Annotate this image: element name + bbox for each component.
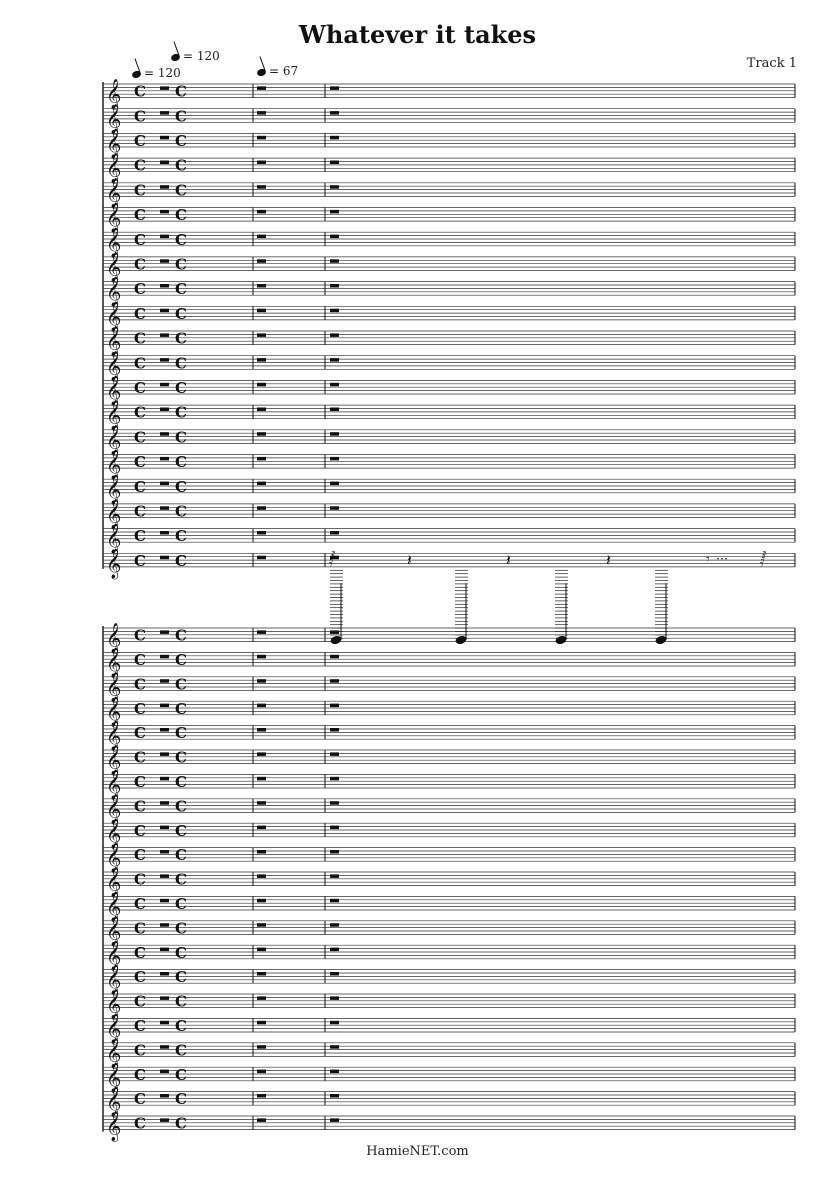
whole-rest-icon [160, 1045, 169, 1049]
treble-clef-icon: 𝄞 [106, 153, 122, 184]
time-signature: C [175, 403, 187, 422]
whole-rest-icon [160, 874, 169, 878]
whole-rest-icon [160, 161, 169, 165]
whole-rest-icon [257, 531, 266, 535]
whole-rest-icon [330, 972, 339, 976]
whole-rest-icon [257, 457, 266, 461]
whole-rest-icon [257, 556, 266, 560]
time-signature: C [134, 527, 146, 546]
whole-rest-icon [330, 185, 339, 189]
whole-rest-icon [330, 923, 339, 927]
time-signature: C [134, 255, 146, 274]
whole-rest-icon [160, 136, 169, 140]
whole-rest-icon [160, 1118, 169, 1122]
whole-rest-icon [330, 1045, 339, 1049]
whole-rest-icon [330, 996, 339, 1000]
time-signature: C [134, 1065, 146, 1084]
whole-rest-icon [257, 752, 266, 756]
whole-rest-icon [330, 630, 339, 634]
treble-clef-icon: 𝄞 [106, 892, 122, 922]
eighth-rest-icon: 𝄾 [706, 551, 710, 568]
whole-rest-icon [257, 284, 266, 288]
treble-clef-icon: 𝄞 [106, 301, 122, 332]
time-signature: C [175, 724, 187, 743]
treble-clef-icon: 𝄞 [106, 104, 122, 135]
time-signature: C [175, 156, 187, 175]
treble-clef-icon: 𝄞 [106, 227, 122, 258]
whole-rest-icon [257, 86, 266, 90]
time-signature: C [175, 821, 187, 840]
treble-clef-icon: 𝄞 [106, 794, 122, 825]
time-signature: C [175, 107, 187, 126]
tempo-mark-3: = 67 [257, 64, 298, 78]
whole-rest-icon [160, 185, 169, 189]
treble-clef-icon: 𝄞 [106, 450, 122, 481]
whole-rest-icon [330, 801, 339, 805]
whole-rest-icon [160, 235, 169, 239]
whole-rest-icon [257, 826, 266, 830]
whole-rest-icon [160, 86, 169, 90]
time-signature: C [175, 255, 187, 274]
time-signature: C [175, 1041, 187, 1060]
whole-rest-icon [160, 408, 169, 412]
time-signature: C [134, 870, 146, 889]
whole-rest-icon [257, 235, 266, 239]
whole-rest-icon [330, 704, 339, 708]
time-signature: C [175, 1065, 187, 1084]
time-signature: C [134, 230, 146, 249]
treble-clef-icon: 𝄞 [106, 326, 122, 357]
whole-rest-icon [160, 996, 169, 1000]
whole-rest-icon [160, 482, 169, 486]
time-signature: C [134, 1017, 146, 1035]
time-signature: C [134, 675, 146, 694]
time-signature: C [134, 329, 146, 348]
time-signature: C [175, 181, 187, 200]
whole-rest-icon [257, 1045, 266, 1049]
whole-rest-icon [257, 333, 266, 337]
whole-rest-icon [160, 704, 169, 708]
treble-clef-icon: 𝄞 [106, 400, 122, 431]
time-signature: C [175, 675, 187, 694]
whole-rest-icon [257, 358, 266, 362]
whole-rest-icon [330, 432, 339, 436]
whole-rest-icon [257, 259, 266, 263]
whole-rest-icon [330, 948, 339, 952]
whole-rest-icon [160, 1021, 169, 1025]
time-signature: C [175, 870, 187, 889]
treble-clef-icon: 𝄞 [106, 818, 122, 849]
treble-clef-icon: 𝄞 [106, 721, 122, 752]
time-signature: C [134, 724, 146, 743]
treble-clef-icon: 𝄞 [106, 940, 122, 971]
time-signature: C [175, 919, 187, 938]
treble-clef-icon: 𝄞 [106, 1087, 122, 1118]
treble-clef-icon: 𝄞 [106, 672, 122, 703]
time-signature: C [175, 502, 187, 521]
whole-rest-icon [257, 923, 266, 927]
whole-rest-icon [160, 556, 169, 560]
time-signature: C [175, 846, 187, 865]
time-signature: C [134, 651, 146, 669]
score-title: Whatever it takes [298, 20, 537, 49]
whole-rest-icon [330, 259, 339, 263]
small-rest-icon: 𝅂 [760, 551, 767, 568]
time-signature: C [134, 968, 146, 987]
tempo-mark-1: = 120 [132, 66, 181, 80]
tempo-mark-2: = 120 [171, 49, 220, 63]
small-rest-icon: 𝅂 [329, 551, 336, 568]
time-signature: C [134, 846, 146, 865]
time-signature: C [134, 280, 146, 299]
whole-rest-icon [160, 948, 169, 952]
instrument-name: Track 1 [746, 56, 797, 71]
whole-rest-icon [330, 235, 339, 239]
whole-rest-icon [330, 482, 339, 486]
whole-rest-icon [330, 752, 339, 756]
time-signature: C [134, 797, 146, 816]
treble-clef-icon: 𝄞 [106, 770, 122, 800]
treble-clef-icon: 𝄞 [106, 745, 122, 776]
time-signature: C [175, 132, 187, 150]
whole-rest-icon [330, 1070, 339, 1074]
time-signature: C [175, 379, 187, 397]
whole-rest-icon [330, 874, 339, 878]
time-signature: C [134, 748, 146, 767]
whole-rest-icon [330, 728, 339, 732]
whole-rest-icon [257, 655, 266, 659]
treble-clef-icon: 𝄞 [106, 425, 122, 456]
whole-rest-icon [160, 309, 169, 313]
treble-clef-icon: 𝄞 [106, 989, 122, 1020]
time-signature: C [134, 919, 146, 938]
time-signature: C [175, 551, 187, 570]
whole-rest-icon [160, 850, 169, 854]
whole-rest-icon [160, 284, 169, 288]
time-signature: C [175, 453, 187, 472]
whole-rest-icon [257, 1070, 266, 1074]
treble-clef-icon: 𝄞 [106, 843, 122, 874]
time-signature: C [134, 107, 146, 126]
treble-clef-icon: 𝄞 [106, 867, 122, 898]
treble-clef-icon: 𝄞 [106, 178, 122, 209]
whole-rest-icon [160, 210, 169, 214]
treble-clef-icon: 𝄞 [106, 623, 122, 654]
treble-clef-icon: 𝄞 [106, 351, 122, 382]
quarter-rest-icon: 𝄽 [606, 550, 611, 570]
time-signature: C [134, 895, 146, 913]
whole-rest-icon [160, 1070, 169, 1074]
whole-rest-icon [330, 655, 339, 659]
whole-rest-icon [257, 728, 266, 732]
whole-rest-icon [160, 777, 169, 781]
time-signature: C [175, 943, 187, 962]
treble-clef-icon: 𝄞 [106, 474, 122, 505]
time-signature: C [175, 748, 187, 767]
whole-rest-icon [160, 506, 169, 510]
whole-rest-icon [257, 777, 266, 781]
treble-clef-icon: 𝄞 [106, 252, 122, 283]
whole-rest-icon [257, 679, 266, 683]
whole-rest-icon [330, 1118, 339, 1122]
whole-rest-icon [330, 309, 339, 313]
whole-rest-icon [330, 111, 339, 115]
treble-clef-icon: 𝄞 [106, 524, 122, 555]
time-signature: C [175, 329, 187, 348]
time-signature: C [175, 797, 187, 816]
whole-rest-icon [330, 826, 339, 830]
whole-rest-icon [160, 655, 169, 659]
whole-rest-icon [330, 1021, 339, 1025]
time-signature: C [134, 403, 146, 422]
time-signature: C [134, 477, 146, 496]
time-signature: C [175, 280, 187, 299]
time-signature: C [134, 304, 146, 323]
whole-rest-icon [160, 728, 169, 732]
whole-rest-icon [257, 850, 266, 854]
whole-rest-icon [330, 358, 339, 362]
whole-rest-icon [257, 874, 266, 878]
quarter-rest-icon: 𝄽 [506, 550, 511, 570]
whole-rest-icon [257, 210, 266, 214]
time-signature: C [134, 1114, 146, 1133]
whole-rest-icon [160, 111, 169, 115]
treble-clef-icon: 𝄞 [106, 1038, 122, 1069]
treble-clef-icon: 𝄞 [106, 129, 122, 159]
treble-clef-icon: 𝄞 [106, 696, 122, 727]
whole-rest-icon [160, 801, 169, 805]
quarter-rest-icon: 𝄽 [407, 550, 412, 570]
whole-rest-icon [257, 161, 266, 165]
time-signature: C [134, 821, 146, 840]
whole-rest-icon [257, 185, 266, 189]
whole-rest-icon [330, 284, 339, 288]
whole-rest-icon [160, 457, 169, 461]
whole-rest-icon [160, 679, 169, 683]
whole-rest-icon [257, 506, 266, 510]
footer-credit: HamieNET.com [366, 1144, 469, 1159]
whole-rest-icon [160, 531, 169, 535]
whole-rest-icon [160, 826, 169, 830]
time-signature: C [175, 82, 187, 101]
whole-rest-icon [257, 1118, 266, 1122]
time-signature: C [175, 354, 187, 373]
time-signature: C [175, 651, 187, 669]
treble-clef-icon: 𝄞 [106, 376, 122, 406]
treble-clef-icon: 𝄞 [106, 548, 122, 579]
whole-rest-icon [330, 333, 339, 337]
time-signature: C [175, 206, 187, 225]
whole-rest-icon [330, 899, 339, 903]
treble-clef-icon: 𝄞 [106, 1014, 122, 1044]
time-signature: C [175, 626, 187, 645]
whole-rest-icon [257, 996, 266, 1000]
whole-rest-icon [257, 972, 266, 976]
whole-rest-icon [257, 948, 266, 952]
time-signature: C [175, 477, 187, 496]
whole-rest-icon [257, 1021, 266, 1025]
whole-rest-icon [257, 1094, 266, 1098]
whole-rest-icon [330, 679, 339, 683]
time-signature: C [134, 773, 146, 791]
whole-rest-icon [330, 86, 339, 90]
whole-rest-icon [330, 506, 339, 510]
whole-rest-icon [330, 531, 339, 535]
time-signature: C [134, 379, 146, 397]
whole-rest-icon [160, 358, 169, 362]
time-signature: C [175, 428, 187, 447]
whole-rest-icon [160, 752, 169, 756]
whole-rest-icon [257, 408, 266, 412]
time-signature: C [134, 354, 146, 373]
time-signature: C [175, 304, 187, 323]
time-signature: C [134, 502, 146, 521]
whole-rest-icon [330, 850, 339, 854]
time-signature: C [134, 992, 146, 1011]
time-signature: C [175, 992, 187, 1011]
whole-rest-icon [160, 972, 169, 976]
time-signature: C [134, 206, 146, 225]
time-signature: C [134, 181, 146, 200]
time-signature: C [175, 1090, 187, 1109]
time-signature: C [175, 1114, 187, 1133]
whole-rest-icon [330, 161, 339, 165]
whole-rest-icon [257, 801, 266, 805]
whole-rest-icon [160, 333, 169, 337]
whole-rest-icon [257, 383, 266, 387]
whole-rest-icon [160, 383, 169, 387]
time-signature: C [134, 156, 146, 175]
whole-rest-icon [257, 111, 266, 115]
time-signature: C [134, 132, 146, 150]
time-signature: C [134, 453, 146, 472]
whole-rest-icon [330, 136, 339, 140]
whole-rest-icon [330, 408, 339, 412]
time-signature: C [134, 82, 146, 101]
time-signature: C [175, 1017, 187, 1035]
whole-rest-icon [257, 482, 266, 486]
whole-rest-icon [330, 1094, 339, 1098]
time-signature: C [134, 1041, 146, 1060]
whole-rest-icon [330, 777, 339, 781]
whole-rest-icon [160, 630, 169, 634]
time-signature: C [175, 230, 187, 249]
treble-clef-icon: 𝄞 [106, 79, 122, 110]
time-signature: C [175, 895, 187, 913]
rest-dots-icon: … [716, 548, 728, 563]
time-signature: C [134, 626, 146, 645]
time-signature: C [175, 968, 187, 987]
whole-rest-icon [330, 457, 339, 461]
time-signature: C [134, 551, 146, 570]
treble-clef-icon: 𝄞 [106, 648, 122, 678]
whole-rest-icon [257, 432, 266, 436]
whole-rest-icon [160, 432, 169, 436]
treble-clef-icon: 𝄞 [106, 1062, 122, 1093]
whole-rest-icon [330, 210, 339, 214]
whole-rest-icon [257, 136, 266, 140]
whole-rest-icon [257, 309, 266, 313]
time-signature: C [175, 773, 187, 791]
treble-clef-icon: 𝄞 [106, 916, 122, 947]
time-signature: C [134, 428, 146, 447]
whole-rest-icon [160, 923, 169, 927]
time-signature: C [175, 527, 187, 546]
treble-clef-icon: 𝄞 [106, 965, 122, 996]
treble-clef-icon: 𝄞 [106, 1111, 122, 1142]
time-signature: C [134, 699, 146, 718]
whole-rest-icon [330, 383, 339, 387]
whole-rest-icon [160, 1094, 169, 1098]
whole-rest-icon [257, 630, 266, 634]
whole-rest-icon [257, 704, 266, 708]
treble-clef-icon: 𝄞 [106, 277, 122, 308]
time-signature: C [175, 699, 187, 718]
whole-rest-icon [257, 899, 266, 903]
time-signature: C [134, 943, 146, 962]
treble-clef-icon: 𝄞 [106, 499, 122, 530]
whole-rest-icon [160, 899, 169, 903]
treble-clef-icon: 𝄞 [106, 203, 122, 234]
time-signature: C [134, 1090, 146, 1109]
whole-rest-icon [160, 259, 169, 263]
